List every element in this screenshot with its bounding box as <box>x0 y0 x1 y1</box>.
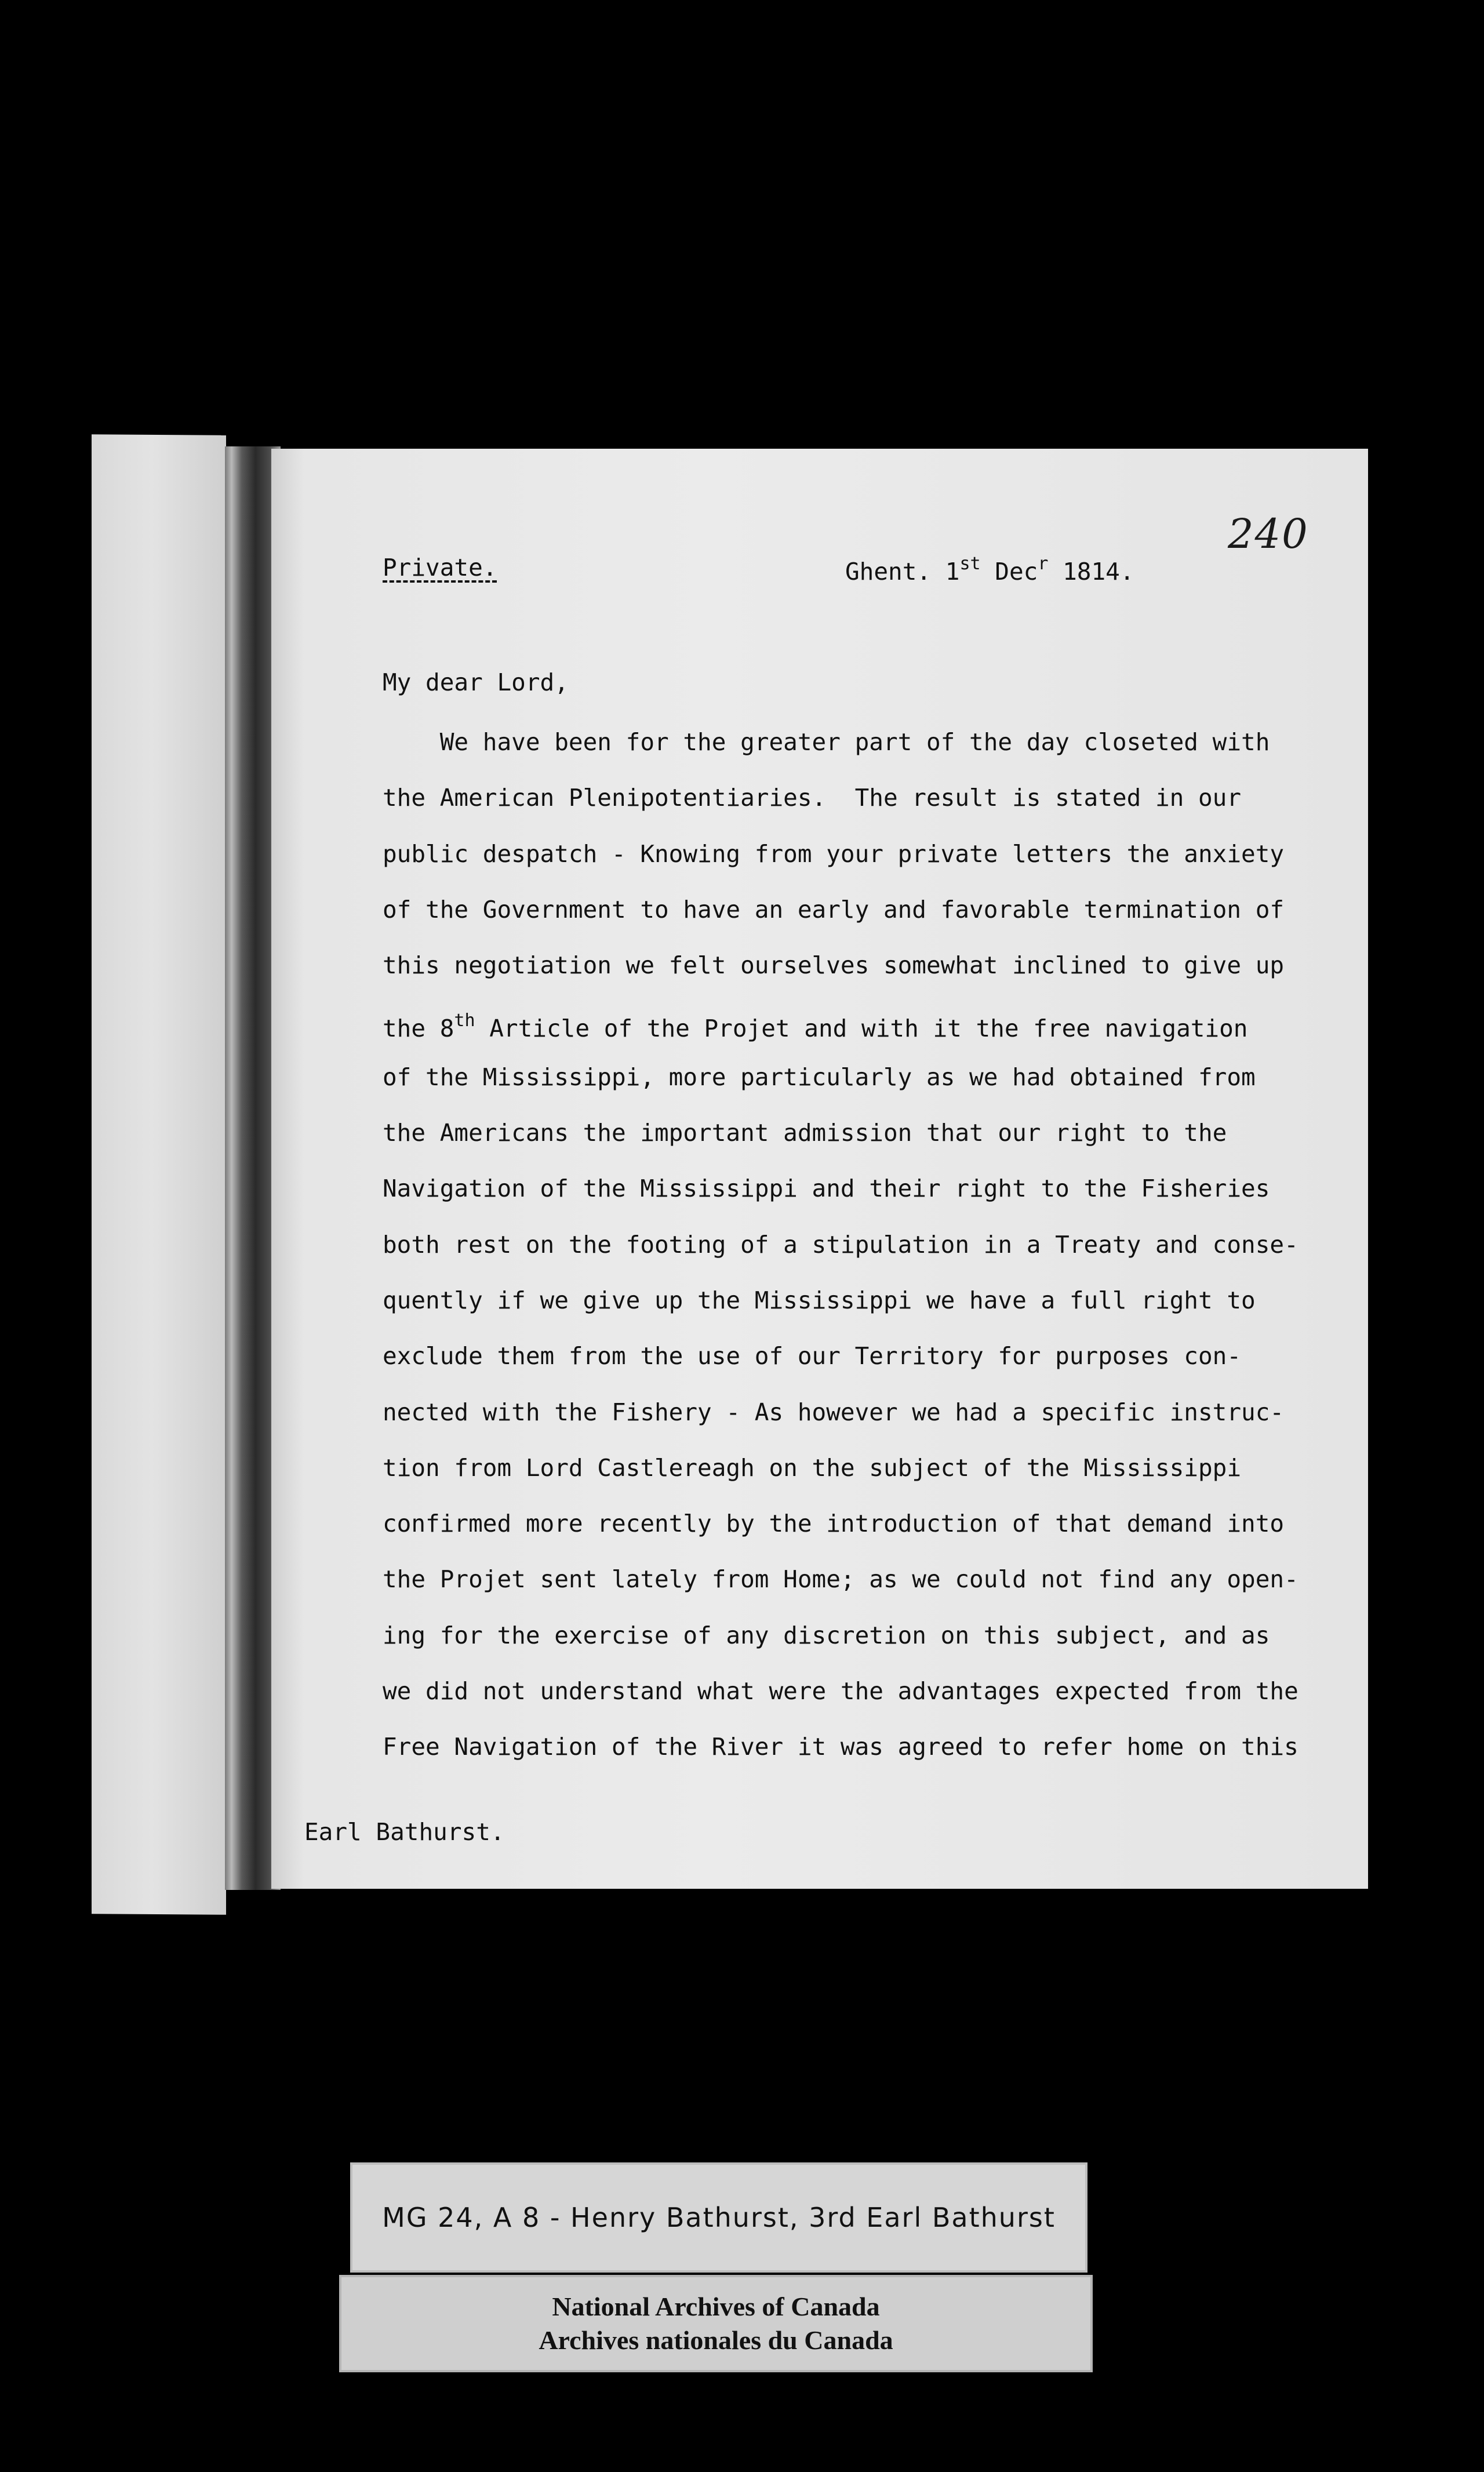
addressee: Earl Bathurst. <box>304 1818 505 1846</box>
body-line: public despatch - Knowing from your private letters the anxiety <box>383 839 1285 868</box>
body-line: ing for the exercise of any discretion on this subject, and as <box>383 1621 1270 1649</box>
body-line: the American Plenipotentiaries. The result is stated in our <box>383 784 1242 812</box>
institution-french: Archives nationales du Canada <box>539 2325 893 2355</box>
body-line: Free Navigation of the River it was agreed to refer home on this <box>383 1733 1298 1761</box>
archive-reference: MG 24, A 8 - Henry Bathurst, 3rd Earl Bathurst <box>382 2202 1056 2233</box>
place-date: Ghent. 1st Dec$^r$ 1814. <box>845 554 1134 586</box>
body-line: nected with the Fishery - As however we had a specific instruc- <box>383 1398 1285 1426</box>
body-line: both rest on the footing of a stipulation in a Treaty and conse- <box>383 1230 1298 1259</box>
body-line: Navigation of the Mississippi and their right to the Fisheries <box>383 1175 1270 1203</box>
archive-reference-label <box>350 2162 1087 2273</box>
institution-english: National Archives of Canada <box>552 2292 880 2321</box>
body-line: we did not understand what were the advantages expected from the <box>383 1677 1298 1706</box>
letter-body <box>383 725 1333 1786</box>
body-line: of the Government to have an early and favorable termination of <box>383 895 1285 924</box>
body-line: We have been for the greater part of the day closeted with <box>383 728 1270 756</box>
body-line: the 8th Article of the Projet and with it the free navigation <box>383 1010 1248 1043</box>
salutation: My dear Lord, <box>383 668 569 696</box>
body-line: exclude them from the use of our Territory for purposes con- <box>383 1342 1242 1370</box>
body-line: the Americans the important admission that our right to the <box>383 1119 1227 1147</box>
facing-page-edge <box>92 434 226 1915</box>
body-line: quently if we give up the Mississippi we have a full right to <box>383 1286 1256 1314</box>
body-line: the Projet sent lately from Home; as we could not find any open- <box>383 1565 1298 1594</box>
body-line: of the Mississippi, more particularly as we had obtained from <box>383 1063 1256 1091</box>
private-heading: Private. <box>383 554 497 581</box>
folio-number: 240 <box>1228 510 1309 558</box>
body-line: confirmed more recently by the introduction of that demand into <box>383 1510 1285 1538</box>
institution-label <box>339 2275 1093 2372</box>
body-line: tion from Lord Castlereagh on the subject of the Mississippi <box>383 1453 1242 1482</box>
body-line: this negotiation we felt ourselves somewhat inclined to give up <box>383 951 1285 980</box>
